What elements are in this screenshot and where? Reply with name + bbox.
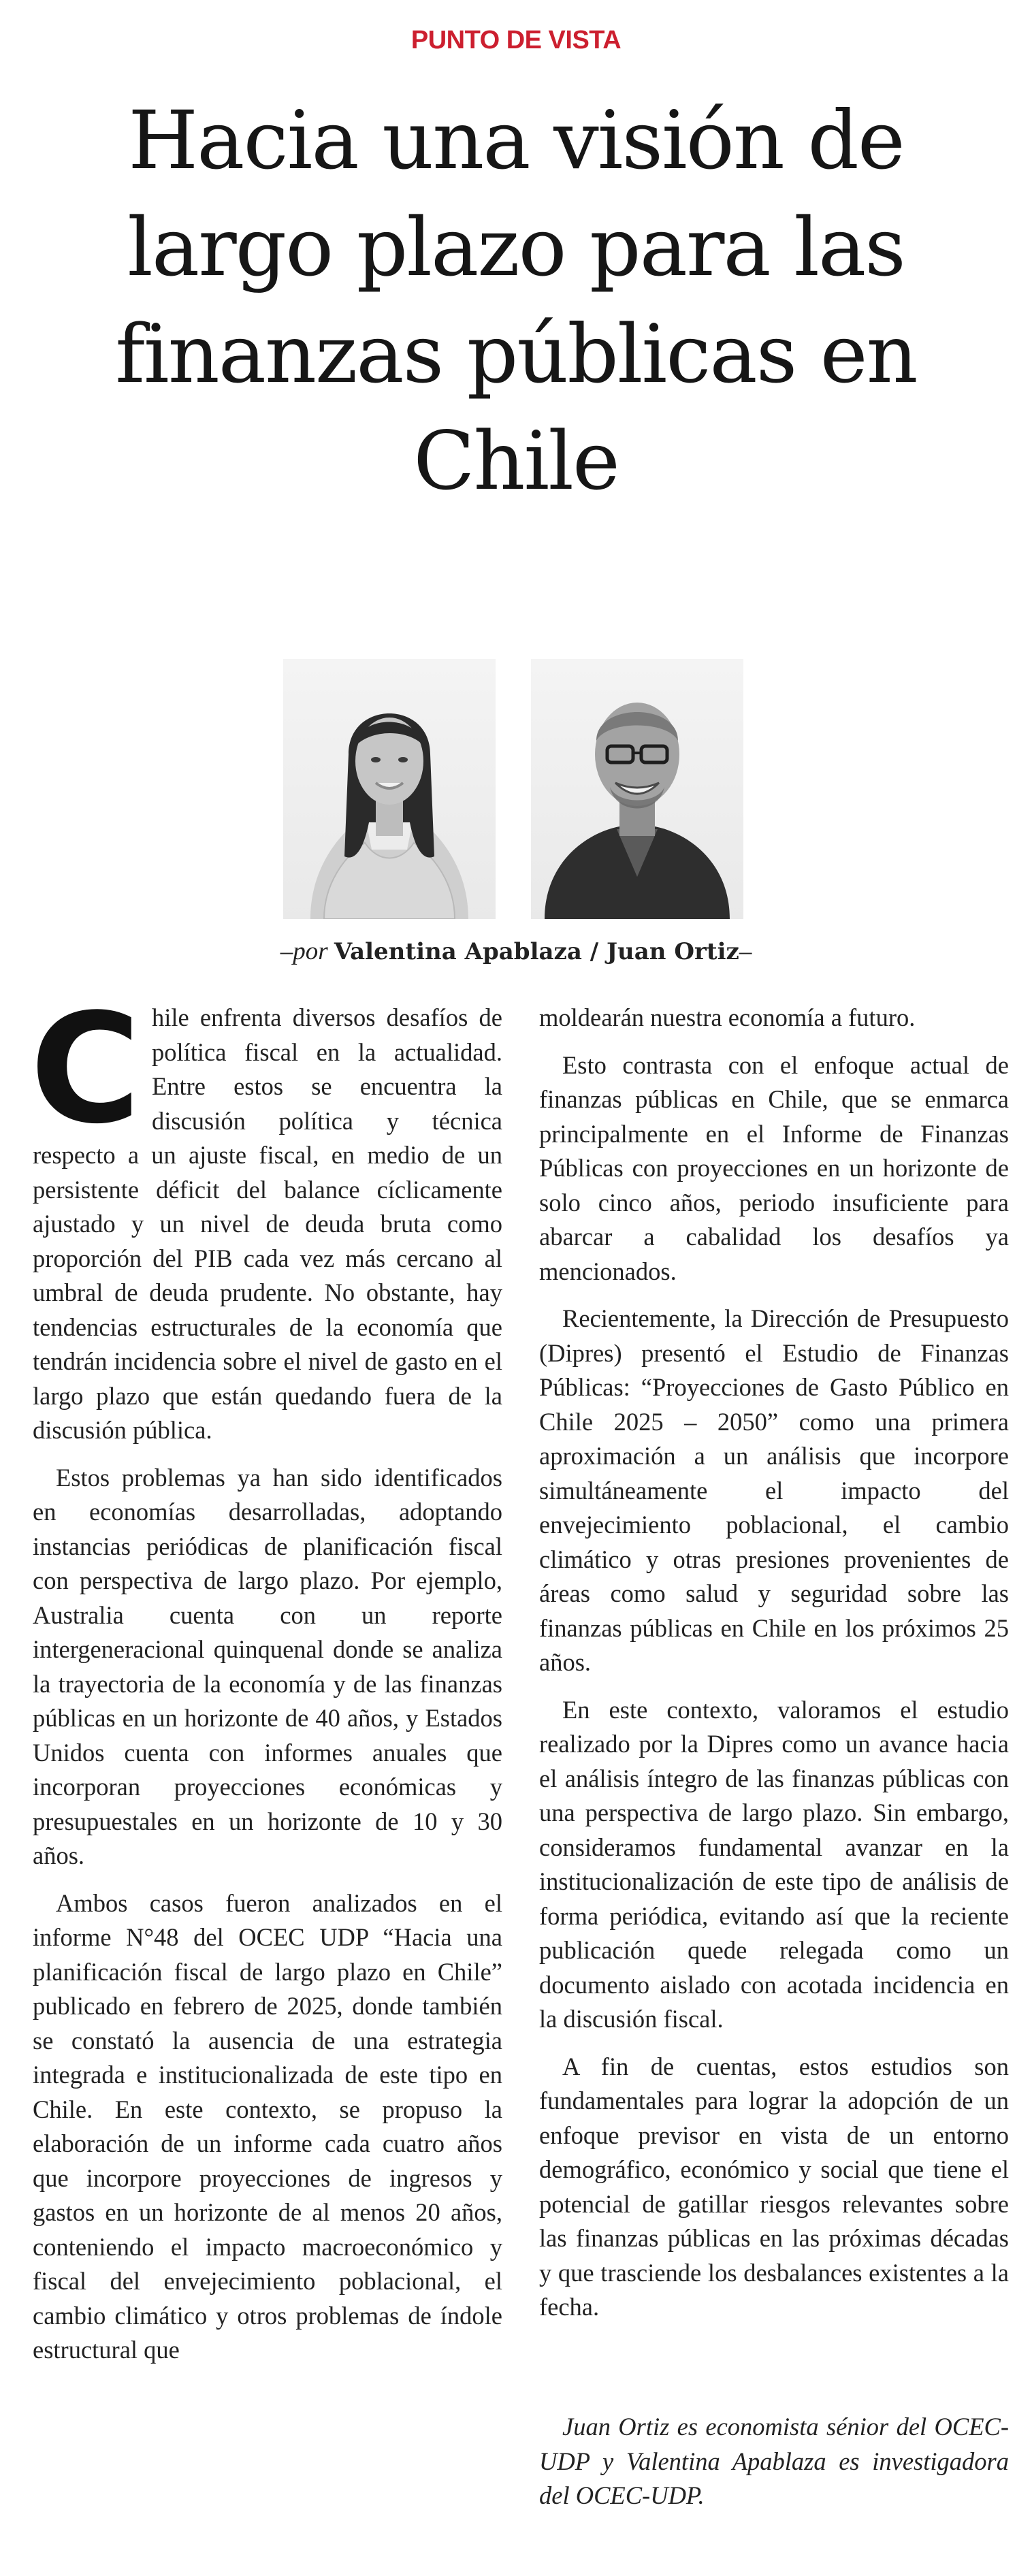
article-column-right — [539, 1001, 1009, 2338]
byline-author-1: Valentina Apablaza — [334, 938, 582, 965]
byline — [0, 937, 1032, 966]
article-column-left — [30, 982, 502, 2381]
byline-open-dash: – — [280, 937, 293, 965]
headline: Hacia una visión de largo plazo para las finanzas públicas en Chile — [115, 93, 917, 508]
article-paragraph: En este contexto, valoramos el estudio realizado por la Dipres como un avance hacia el análisis íntegro de las finanzas públicas con una perspectiva de largo plazo. Sin embargo, consideramos fundamental avanzar en la institucionalización de este tipo de análisis de forma periódica, evitando así que la reciente publicación quede relegada como un documento aislado con acotada incidencia en la discusión fiscal. — [539, 1695, 1009, 2033]
section-label: PUNTO DE VISTA — [410, 26, 622, 54]
article-paragraph: Ambos casos fueron analizados en el informe N°48 del OCEC UDP “Hacia una planificación fiscal de largo plazo en Chile” publicado en febrero de 2025, donde también se constató la ausencia de una estrategia integrada e institucionalizada de este tipo en Chile. En este contexto, se propuso la elaboración de un informe cada cuatro años que incorpore proyecciones de ingresos y gastos en un horizonte de al menos 20 años, conteniendo el impacto macroeconómico y fiscal del envejecimiento poblacional, el cambio climático y otros problemas de índole estructural que — [33, 1888, 502, 2364]
byline-author-2: Juan Ortiz — [606, 938, 739, 965]
author-photo-valentina — [283, 659, 496, 919]
article-paragraph: A fin de cuentas, estos estudios son fundamentales para lograr la adopción de un enfoque previsor en vista de un entorno demográfico, económico y social que tiene el potencial de gatillar riesgos relevantes sobre las finanzas públicas en las próximas décadas y que trasciende los desbalances existentes a la fecha. — [539, 2052, 1009, 2321]
article-paragraph: Chile enfrenta diversos desafíos de política fiscal en la actualidad. Entre estos se encuentra la discusión política y técnica respecto a un ajuste fiscal, en medio de un persistente déficit del balance cíclicamente ajustado y un nivel de deuda bruta como proporción del PIB cada vez más cercano al umbral de deuda prudente. No obstante, hay tendencias estructurales de la economía que tendrán incidencia sobre el nivel de gasto en el largo plazo que están quedando fuera de la discusión pública. — [30, 982, 502, 1444]
article-paragraph: Esto contrasta con el enfoque actual de finanzas públicas en Chile, que se enmarca principalmente en el Informe de Finanzas Públicas con proyecciones en un horizonte de solo cinco años, periodo insuficiente para abarcar a cabalidad los desafíos ya mencionados. — [539, 1050, 1009, 1285]
drop-cap: C — [30, 982, 141, 1157]
article-paragraph: moldearán nuestra economía a futuro. — [539, 1003, 916, 1031]
author-bio: Juan Ortiz es economista sénior del OCEC-UDP y Valentina Apablaza es investigadora del OCEC-UDP. — [539, 2413, 1009, 2509]
article-paragraph: Recientemente, la Dirección de Presupuesto (Dipres) presentó el Estudio de Finanzas Públicas: “Proyecciones de Gasto Público en Chile 2025 – 2050” como una primera aproximación a un análisis que incorpore simultáneamente el impacto del envejecimiento poblacional, el cambio climático y otras presiones provenientes de áreas como salud y seguridad sobre las finanzas públicas en Chile en los próximos 25 años. — [539, 1304, 1009, 1676]
byline-separator: / — [581, 938, 607, 965]
author-photos — [0, 659, 1032, 919]
byline-close-dash: – — [739, 937, 752, 965]
portrait-woman-icon — [283, 659, 496, 919]
article-paragraph: Estos problemas ya han sido identificados en economías desarrolladas, adoptando instancias periódicas de planificación fiscal con perspectiva de largo plazo. Por ejemplo, Australia cuenta con un reporte intergeneracional quinquenal donde se analiza la trayectoria de la economía y de las finanzas públicas en un horizonte de 40 años, y Estados Unidos cuenta con informes anuales que incorporan proyecciones económicas y presupuestales en un horizonte de 10 y 30 años. — [33, 1463, 502, 1869]
author-photo-juan — [531, 659, 743, 919]
byline-prefix: por — [293, 937, 328, 965]
portrait-man-icon — [531, 659, 743, 919]
